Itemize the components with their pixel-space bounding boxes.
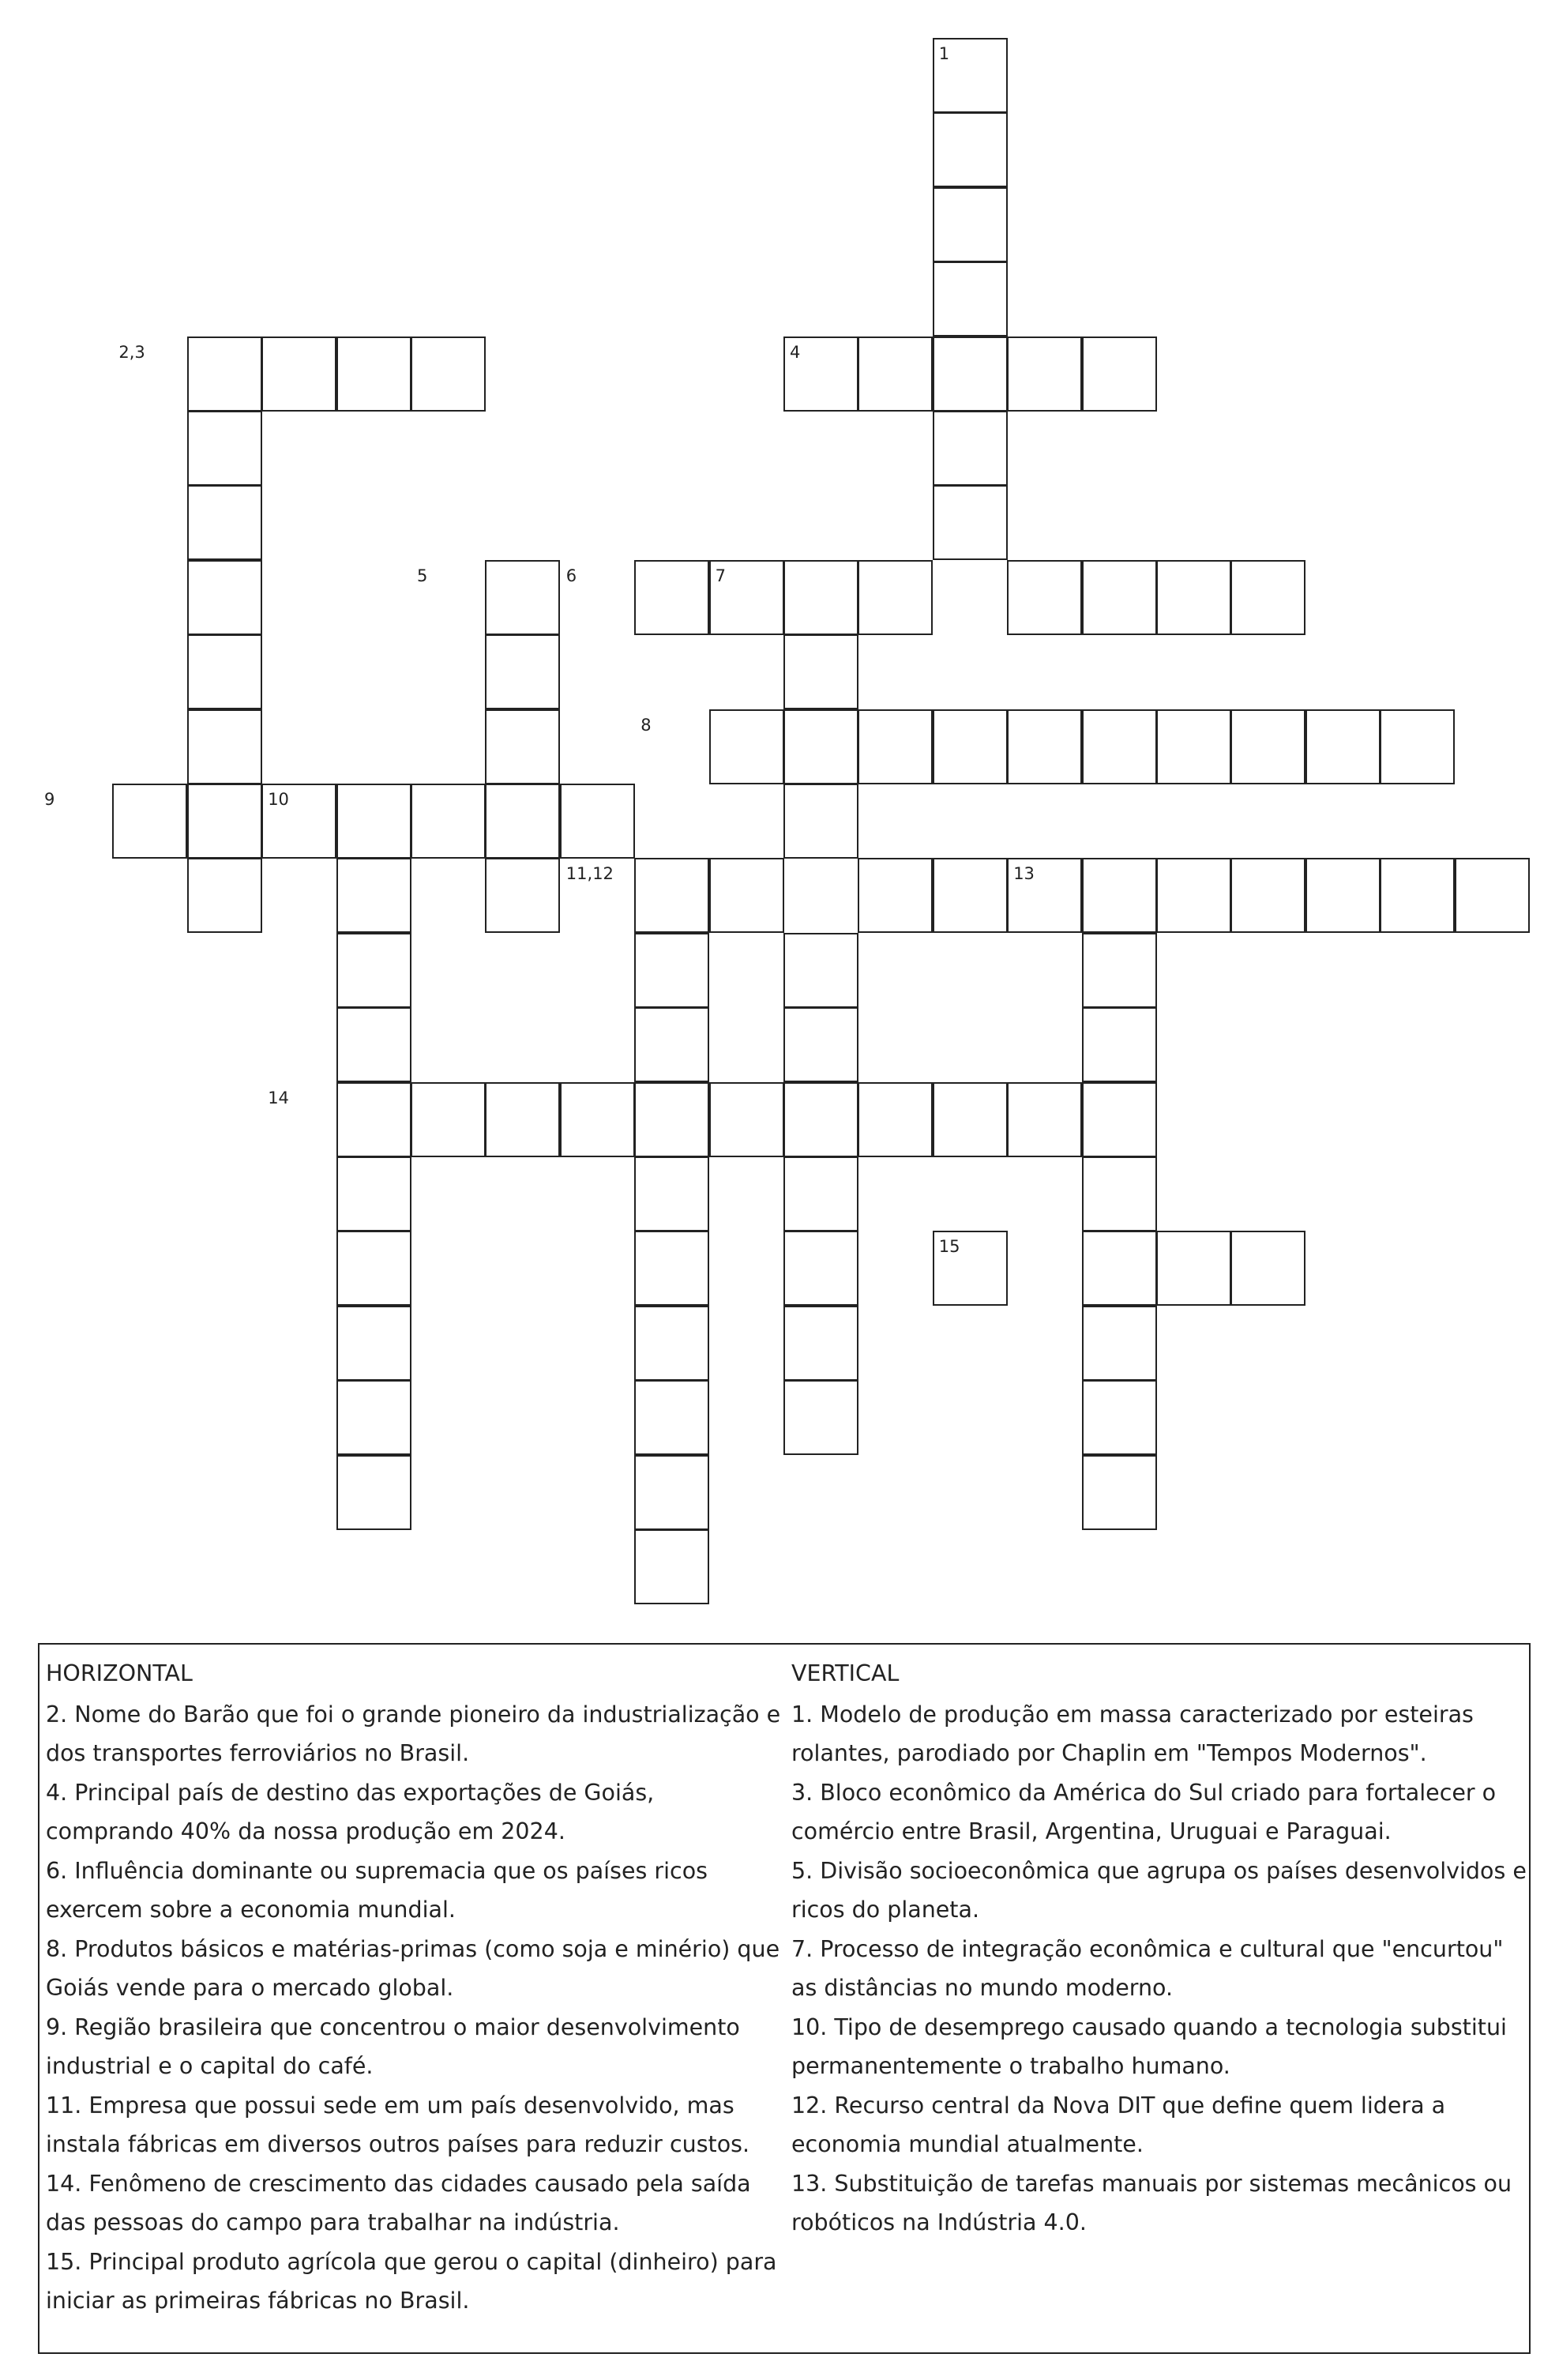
crossword-cell[interactable] [336, 337, 411, 412]
clue-h-8: 8. Produtos básicos e matérias-primas (como soja e minério) que Goiás vende para o mercado global. [46, 1935, 780, 2001]
crossword-cell[interactable] [634, 1306, 709, 1381]
crossword-cell[interactable] [634, 1380, 709, 1455]
crossword-cell[interactable] [783, 1007, 858, 1082]
crossword-cell[interactable] [1082, 1455, 1157, 1530]
crossword-cell[interactable] [634, 1231, 709, 1306]
crossword-cell[interactable] [485, 634, 560, 709]
crossword-cell[interactable] [336, 858, 411, 933]
clue-h-14: 14. Fenômeno de crescimento das cidades causado pela saída das pessoas do campo para trabalhar na indústria. [46, 2170, 751, 2235]
clue-number: 1 [938, 44, 950, 63]
crossword-cell[interactable] [783, 1380, 858, 1455]
crossword-cell[interactable] [1305, 858, 1381, 933]
crossword-cell[interactable] [1082, 1380, 1157, 1455]
crossword-cell[interactable] [709, 1082, 784, 1157]
crossword-cell[interactable] [709, 858, 784, 933]
clues-box [38, 1643, 1531, 2354]
horizontal-title: HORIZONTAL [46, 1660, 193, 1686]
crossword-cell[interactable] [485, 858, 560, 933]
crossword-cell[interactable] [1230, 560, 1305, 635]
crossword-cell[interactable] [1007, 709, 1082, 784]
crossword-cell[interactable] [858, 560, 933, 635]
crossword-cell[interactable] [1082, 709, 1157, 784]
crossword-cell[interactable] [783, 1082, 858, 1157]
crossword-cell[interactable] [858, 1082, 933, 1157]
crossword-cell[interactable] [933, 709, 1008, 784]
crossword-cell[interactable] [187, 411, 262, 486]
crossword-cell[interactable] [336, 1082, 411, 1157]
crossword-cell[interactable] [187, 858, 262, 933]
crossword-cell[interactable] [485, 709, 560, 784]
crossword-cell[interactable] [783, 1306, 858, 1381]
clue-h-6: 6. Influência dominante ou supremacia que os países ricos exercem sobre a economia mundial. [46, 1857, 708, 1923]
crossword-cell[interactable] [783, 560, 858, 635]
crossword-cell[interactable] [634, 1082, 709, 1157]
clue-v-3: 3. Bloco econômico da América do Sul criado para fortalecer o comércio entre Brasil, Argentina, Uruguai e Paraguai. [791, 1779, 1497, 1844]
crossword-cell[interactable] [1305, 709, 1381, 784]
clue-h-9: 9. Região brasileira que concentrou o maior desenvolvimento industrial e o capital do café. [46, 2013, 740, 2079]
clue-h-15: 15. Principal produto agrícola que gerou o capital (dinheiro) para iniciar as primeiras fábricas no Brasil. [46, 2248, 777, 2314]
crossword-cell[interactable] [933, 1082, 1008, 1157]
crossword-cell[interactable] [634, 933, 709, 1008]
crossword-cell[interactable] [560, 784, 635, 859]
crossword-cell[interactable] [187, 337, 262, 412]
crossword-cell[interactable] [1082, 1306, 1157, 1381]
crossword-cell[interactable] [187, 709, 262, 784]
clue-v-12: 12. Recurso central da Nova DIT que define quem lidera a economia mundial atualmente. [791, 2092, 1446, 2157]
crossword-cell[interactable] [634, 1007, 709, 1082]
clue-v-1: 1. Modelo de produção em massa caracterizado por esteiras rolantes, parodiado por Chaplin em "Tempos Modernos". [791, 1701, 1474, 1766]
crossword-cell[interactable] [336, 1455, 411, 1530]
crossword-cell[interactable] [411, 784, 486, 859]
clue-h-11: 11. Empresa que possui sede em um país desenvolvido, mas instala fábricas em diversos outros países para reduzir custos. [46, 2092, 750, 2157]
crossword-cell[interactable] [187, 634, 262, 709]
crossword-cell[interactable] [933, 187, 1008, 262]
crossword-cell[interactable] [1455, 858, 1530, 933]
crossword-cell[interactable] [336, 933, 411, 1008]
clue-number: 2,3 [118, 342, 145, 362]
clue-v-13: 13. Substituição de tarefas manuais por sistemas mecânicos ou robóticos na Indústria 4.0. [791, 2170, 1512, 2235]
crossword-cell[interactable] [1007, 337, 1082, 412]
crossword-cell[interactable] [411, 1082, 486, 1157]
crossword-cell[interactable] [1156, 560, 1231, 635]
crossword-cell[interactable] [485, 784, 560, 859]
crossword-cell[interactable] [858, 337, 933, 412]
crossword-cell[interactable] [336, 1007, 411, 1082]
crossword-cell[interactable] [634, 1455, 709, 1530]
clue-number: 4 [790, 342, 801, 362]
crossword-cell[interactable] [1082, 1156, 1157, 1231]
crossword-cell[interactable] [1156, 858, 1231, 933]
crossword-cell[interactable] [336, 1380, 411, 1455]
crossword-cell[interactable] [187, 560, 262, 635]
crossword-cell[interactable] [112, 784, 187, 859]
crossword-cell[interactable] [1380, 858, 1455, 933]
vertical-title: VERTICAL [791, 1660, 900, 1686]
crossword-cell[interactable] [485, 560, 560, 635]
clue-number: 15 [938, 1237, 960, 1257]
crossword-cell[interactable] [1007, 560, 1082, 635]
crossword-cell[interactable] [933, 261, 1008, 337]
crossword-cell[interactable] [1082, 560, 1157, 635]
crossword-cell[interactable] [709, 709, 784, 784]
crossword-cell[interactable] [933, 858, 1008, 933]
crossword-cell[interactable] [187, 784, 262, 859]
clue-number: 8 [641, 715, 652, 735]
crossword-cell[interactable] [1082, 858, 1157, 933]
clue-number: 10 [268, 790, 289, 809]
crossword-cell[interactable] [933, 411, 1008, 486]
clue-number: 11,12 [565, 864, 614, 884]
clue-number: 7 [715, 566, 726, 585]
crossword-cell[interactable] [1230, 1231, 1305, 1306]
crossword-cell[interactable] [783, 634, 858, 709]
crossword-cell[interactable] [1230, 858, 1305, 933]
clue-number: 14 [268, 1088, 289, 1107]
crossword-cell[interactable] [933, 337, 1008, 412]
crossword-cell[interactable] [634, 858, 709, 933]
crossword-cell[interactable] [485, 1082, 560, 1157]
crossword-cell[interactable] [411, 337, 486, 412]
crossword-cell[interactable] [1082, 1082, 1157, 1157]
clue-number: 13 [1013, 864, 1035, 884]
crossword-cell[interactable] [261, 337, 336, 412]
crossword-cell[interactable] [1007, 1082, 1082, 1157]
crossword-cell[interactable] [187, 485, 262, 560]
crossword-cell[interactable] [634, 1529, 709, 1604]
clue-v-7: 7. Processo de integração econômica e cultural que "encurtou" as distâncias no mundo moderno. [791, 1935, 1504, 2001]
crossword-cell[interactable] [1082, 933, 1157, 1008]
clue-h-2: 2. Nome do Barão que foi o grande pioneiro da industrialização e dos transportes ferroviários no Brasil. [46, 1701, 781, 1766]
crossword-cell[interactable] [783, 709, 858, 784]
crossword-cell[interactable] [858, 858, 933, 933]
crossword-cell[interactable] [783, 784, 858, 859]
clue-number: 5 [417, 566, 428, 585]
crossword-cell[interactable] [560, 1082, 635, 1157]
horizontal-clues [46, 1654, 788, 2321]
crossword-cell[interactable] [1082, 337, 1157, 412]
crossword-cell[interactable] [783, 1231, 858, 1306]
crossword-cell[interactable] [1230, 709, 1305, 784]
crossword-cell[interactable] [933, 112, 1008, 187]
crossword-cell[interactable] [634, 1156, 709, 1231]
clue-v-5: 5. Divisão socioeconômica que agrupa os países desenvolvidos e ricos do planeta. [791, 1857, 1527, 1923]
crossword-cell[interactable] [336, 1231, 411, 1306]
crossword-cell[interactable] [783, 1156, 858, 1231]
clue-v-10: 10. Tipo de desemprego causado quando a tecnologia substitui permanentemente o trabalho humano. [791, 2013, 1507, 2079]
crossword-cell[interactable] [336, 784, 411, 859]
vertical-clues [791, 1654, 1534, 2243]
crossword-cell[interactable] [336, 1156, 411, 1231]
clue-number: 6 [565, 566, 577, 585]
crossword-cell[interactable] [933, 485, 1008, 560]
crossword-cell[interactable] [1082, 1231, 1157, 1306]
crossword-cell[interactable] [336, 1306, 411, 1381]
crossword-cell[interactable] [1082, 1007, 1157, 1082]
crossword-cell[interactable] [634, 560, 709, 635]
crossword-cell[interactable] [1156, 709, 1231, 784]
crossword-cell[interactable] [783, 933, 858, 1008]
clue-number: 9 [44, 790, 55, 809]
crossword-cell[interactable] [858, 709, 933, 784]
clue-h-4: 4. Principal país de destino das exportações de Goiás, comprando 40% da nossa produção em 2024. [46, 1779, 655, 1844]
crossword-cell[interactable] [1380, 709, 1455, 784]
crossword-cell[interactable] [1156, 1231, 1231, 1306]
